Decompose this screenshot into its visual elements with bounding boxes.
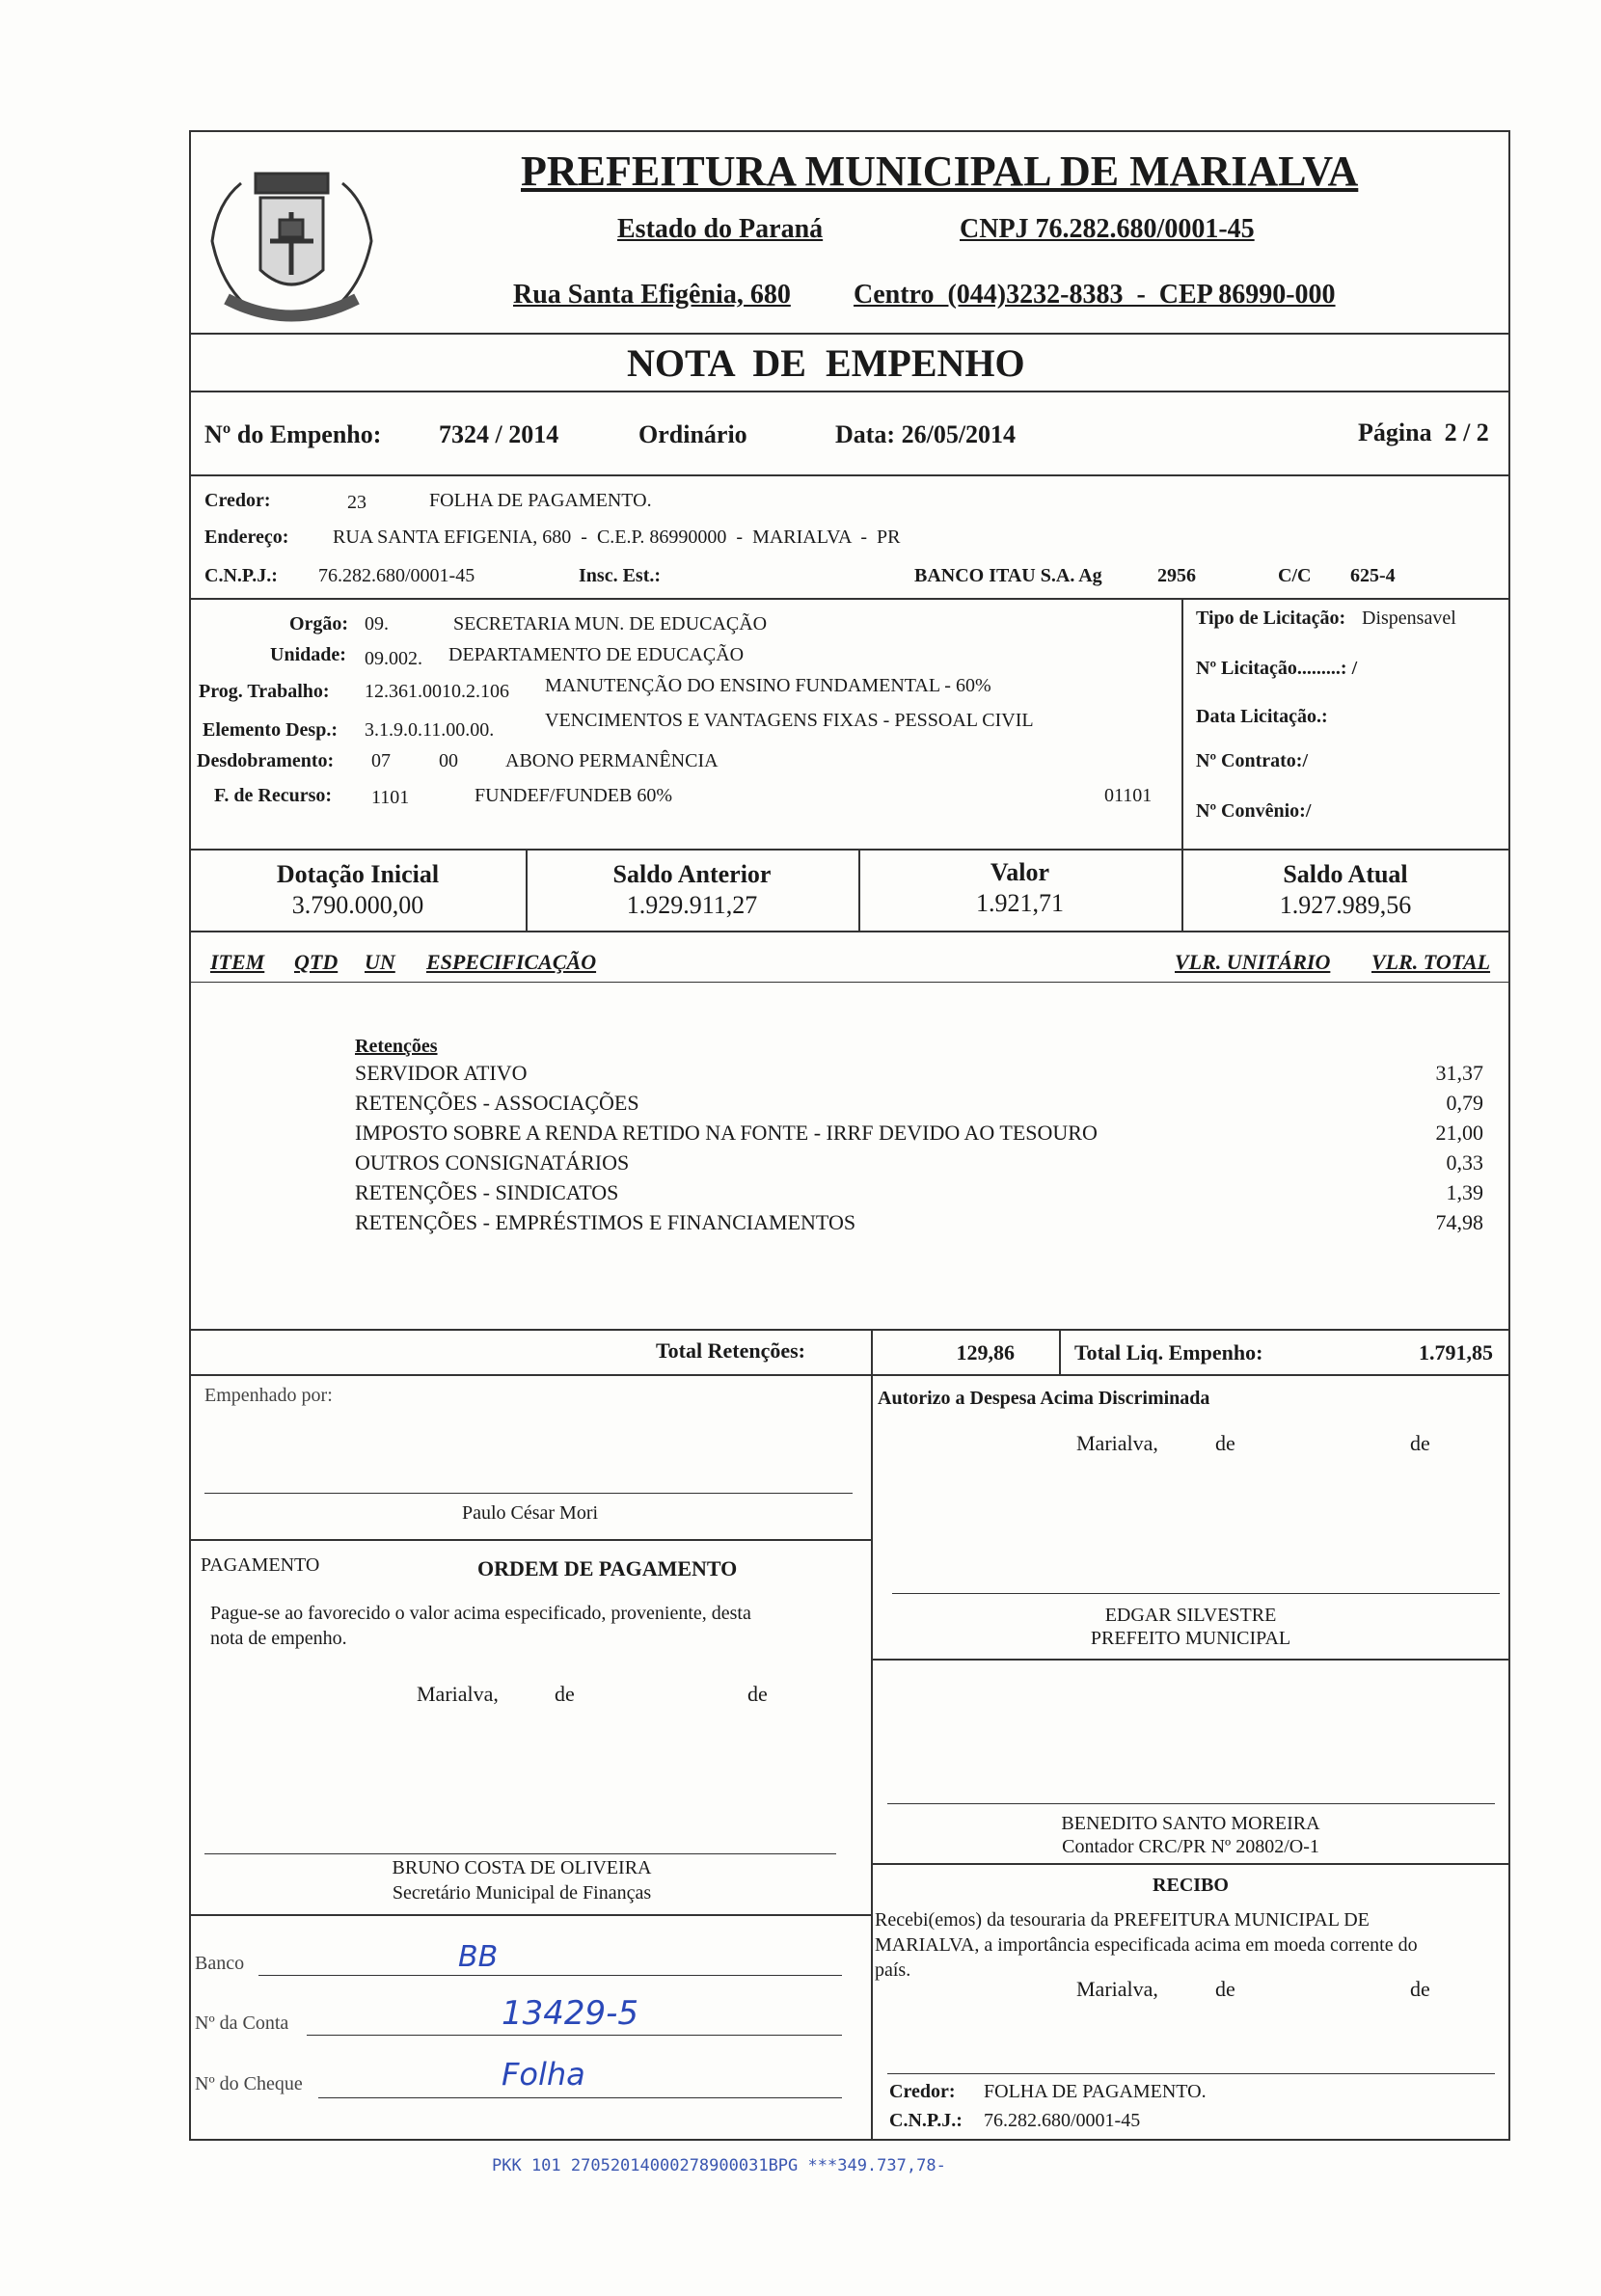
divider	[871, 1329, 873, 1374]
unidade-label: Unidade:	[270, 644, 346, 665]
pagamento-local: Marialva,	[417, 1682, 499, 1706]
total-retencoes-label: Total Retenções:	[656, 1338, 805, 1363]
elemento-label: Elemento Desp.:	[203, 719, 338, 741]
pagamento-texto1: Pague-se ao favorecido o valor acima especificado, proveniente, desta	[210, 1603, 751, 1624]
header-endereco: Rua Santa Efigênia, 680	[513, 280, 791, 310]
header-cnpj: CNPJ 76.282.680/0001-45	[960, 214, 1255, 244]
credor-label: Credor:	[204, 490, 271, 511]
input-line	[318, 2097, 842, 2098]
recibo-texto2: MARIALVA, a importância especificada acima em moeda corrente do	[875, 1934, 1418, 1956]
prog-label: Prog. Trabalho:	[199, 681, 330, 702]
divider	[189, 982, 1510, 983]
desdobramento-label: Desdobramento:	[197, 750, 335, 771]
recibo-local: Marialva,	[1076, 1977, 1158, 2001]
valor-label: Valor	[990, 858, 1050, 886]
signature-line	[887, 2073, 1495, 2074]
divider	[189, 1329, 1510, 1331]
list-item-value: 0,79	[1446, 1091, 1483, 1115]
list-item-value: 0,33	[1446, 1150, 1483, 1175]
divider	[1181, 598, 1183, 851]
divider	[871, 1374, 873, 2141]
signature-line	[887, 1803, 1495, 1804]
recibo-cnpj: 76.282.680/0001-45	[984, 2110, 1141, 2131]
elemento-cod: 3.1.9.0.11.00.00.	[365, 719, 495, 741]
pagamento-titulo: ORDEM DE PAGAMENTO	[477, 1556, 738, 1580]
recibo-de2: de	[1410, 1977, 1430, 2001]
desdobramento-cod1: 07	[371, 750, 391, 771]
autorizo-local: Marialva,	[1076, 1431, 1158, 1455]
list-item: RETENÇÕES - ASSOCIAÇÕES	[355, 1091, 639, 1115]
credor-endereco-label: Endereço:	[204, 527, 289, 548]
divider	[189, 1914, 871, 1916]
pagamento-texto2: nota de empenho.	[210, 1628, 347, 1649]
contador-cargo: Contador CRC/PR Nº 20802/O-1	[1062, 1836, 1319, 1857]
orgao-cod: 09.	[365, 613, 389, 635]
recibo-cnpj-label: C.N.P.J.:	[889, 2110, 963, 2131]
empenho-numero-label: Nº do Empenho:	[204, 420, 382, 448]
col-vlr-unitario: VLR. UNITÁRIO	[1175, 950, 1331, 974]
col-qtd: QTD	[294, 950, 339, 974]
total-liquido: 1.791,85	[1419, 1340, 1493, 1364]
licitacao-tipo: Dispensavel	[1362, 608, 1456, 629]
autorizo-de1: de	[1215, 1431, 1235, 1455]
prefeito-nome: EDGAR SILVESTRE	[1104, 1605, 1277, 1626]
divider	[189, 849, 1510, 851]
autorizo-de2: de	[1410, 1431, 1430, 1455]
saldo-anterior-label: Saldo Anterior	[612, 860, 772, 888]
credor-nome: FOLHA DE PAGAMENTO.	[429, 490, 652, 511]
recibo-credor-label: Credor:	[889, 2081, 956, 2102]
banco-label: Banco	[195, 1953, 245, 1974]
conta-valor: 13429-5	[502, 1994, 639, 2033]
credor-agencia: 2956	[1157, 565, 1196, 586]
credor-banco: BANCO ITAU S.A. Ag	[914, 565, 1102, 586]
credor-cc-label: C/C	[1278, 565, 1312, 586]
empenho-tipo: Ordinário	[638, 420, 747, 448]
pagamento-de1: de	[555, 1682, 575, 1706]
list-item: SERVIDOR ATIVO	[355, 1061, 528, 1085]
pagamento-de2: de	[747, 1682, 768, 1706]
header-estado: Estado do Paraná	[617, 214, 824, 244]
unidade: DEPARTAMENTO DE EDUCAÇÃO	[448, 644, 745, 665]
divider	[189, 474, 1510, 476]
credor-cc: 625-4	[1350, 565, 1396, 586]
col-item: ITEM	[210, 950, 265, 974]
credor-cnpj: 76.282.680/0001-45	[318, 565, 475, 586]
recibo-de1: de	[1215, 1977, 1235, 2001]
autorizo-titulo: Autorizo a Despesa Acima Discriminada	[878, 1388, 1210, 1409]
recibo-titulo: RECIBO	[1153, 1875, 1229, 1896]
signature-line	[204, 1493, 853, 1494]
prog-cod: 12.361.0010.2.106	[365, 681, 509, 702]
list-item-value: 74,98	[1435, 1210, 1483, 1234]
input-line	[258, 1975, 842, 1976]
total-liquido-label: Total Liq. Empenho:	[1074, 1340, 1263, 1364]
recurso-num: 01101	[1104, 785, 1153, 806]
header-contato: Centro (044)3232-8383 - CEP 86990-000	[854, 280, 1336, 310]
total-retencoes: 129,86	[956, 1340, 1015, 1364]
divider	[189, 1374, 1510, 1376]
input-line	[307, 2035, 842, 2036]
elemento: VENCIMENTOS E VANTAGENS FIXAS - PESSOAL CIVIL	[545, 710, 1034, 731]
credor-cnpj-label: C.N.P.J.:	[204, 565, 278, 586]
prefeito-cargo: PREFEITO MUNICIPAL	[1090, 1628, 1291, 1649]
prog: MANUTENÇÃO DO ENSINO FUNDAMENTAL - 60%	[545, 675, 991, 696]
recurso-label: F. de Recurso:	[214, 785, 333, 806]
pagamento-label: PAGAMENTO	[201, 1554, 320, 1576]
col-un: UN	[365, 950, 395, 974]
saldo-anterior-valor: 1.929.911,27	[626, 891, 758, 919]
dotacao-inicial-label: Dotação Inicial	[276, 860, 440, 888]
dotacao-inicial-valor: 3.790.000,00	[291, 891, 424, 919]
saldo-atual-valor: 1.927.989,56	[1279, 891, 1412, 919]
licitacao-data-label: Data Licitação.:	[1196, 706, 1328, 727]
licitacao-numero-label: Nº Licitação.........: /	[1196, 658, 1358, 679]
list-item-value: 1,39	[1446, 1180, 1483, 1204]
empenho-pagina: Página 2 / 2	[1358, 419, 1489, 446]
recibo-texto1: Recebi(emos) da tesouraria da PREFEITURA MUNICIPAL DE	[875, 1909, 1370, 1931]
list-item: RETENÇÕES - SINDICATOS	[355, 1180, 619, 1204]
divider	[189, 1539, 871, 1541]
retencoes-titulo: Retenções	[355, 1036, 438, 1057]
licitacao-contrato-label: Nº Contrato:/	[1196, 750, 1309, 771]
licitacao-convenio-label: Nº Convênio:/	[1196, 800, 1312, 822]
signature-line	[204, 1853, 836, 1854]
empenhado-label: Empenhado por:	[204, 1385, 333, 1406]
empenho-numero: 7324 / 2014	[439, 420, 559, 448]
secretario-cargo: Secretário Municipal de Finanças	[392, 1882, 652, 1904]
recibo-texto3: país.	[875, 1959, 911, 1981]
valor-valor: 1.921,71	[976, 889, 1064, 917]
cheque-label: Nº do Cheque	[195, 2073, 303, 2094]
licitacao-tipo-label: Tipo de Licitação:	[1196, 608, 1346, 629]
list-item: RETENÇÕES - EMPRÉSTIMOS E FINANCIAMENTOS	[355, 1210, 856, 1234]
recurso-cod: 1101	[371, 787, 410, 808]
recurso: FUNDEF/FUNDEB 60%	[475, 785, 673, 806]
list-item: IMPOSTO SOBRE A RENDA RETIDO NA FONTE - IRRF DEVIDO AO TESOURO	[355, 1121, 1098, 1145]
desdobramento: ABONO PERMANÊNCIA	[505, 750, 719, 771]
list-item-value: 21,00	[1435, 1121, 1483, 1145]
secretario-nome: BRUNO COSTA DE OLIVEIRA	[392, 1857, 652, 1878]
conta-label: Nº da Conta	[195, 2012, 289, 2034]
divider	[1059, 1329, 1061, 1374]
contador-nome: BENEDITO SANTO MOREIRA	[1061, 1813, 1320, 1834]
credor-codigo: 23	[347, 492, 366, 513]
credor-insc-label: Insc. Est.:	[579, 565, 662, 586]
orgao: SECRETARIA MUN. DE EDUCAÇÃO	[453, 613, 768, 635]
cheque-valor: Folha	[502, 2056, 585, 2093]
divider	[871, 1863, 1510, 1865]
divider	[189, 931, 1510, 932]
col-vlr-total: VLR. TOTAL	[1371, 950, 1491, 974]
divider	[189, 333, 1510, 335]
recibo-credor: FOLHA DE PAGAMENTO.	[984, 2081, 1207, 2102]
list-item-value: 31,37	[1435, 1061, 1483, 1085]
list-item: OUTROS CONSIGNATÁRIOS	[355, 1150, 630, 1175]
empenho-data: Data: 26/05/2014	[835, 420, 1017, 448]
empenhado-nome: Paulo César Mori	[461, 1502, 599, 1524]
divider	[189, 391, 1510, 392]
orgao-label: Orgão:	[289, 613, 349, 635]
banco-valor: BB	[458, 1940, 499, 1974]
marialva-coat-of-arms-icon	[198, 145, 386, 338]
divider	[189, 598, 1510, 600]
desdobramento-cod2: 00	[439, 750, 458, 771]
signature-line	[892, 1593, 1500, 1594]
header-title: PREFEITURA MUNICIPAL DE MARIALVA	[521, 148, 1359, 195]
unidade-cod: 09.002.	[365, 648, 422, 669]
doc-title: NOTA DE EMPENHO	[627, 341, 1025, 385]
footer-code: PKK 101 27052014000278900031BPG ***349.737,78-	[492, 2156, 946, 2175]
saldo-atual-label: Saldo Atual	[1283, 860, 1408, 888]
credor-endereco: RUA SANTA EFIGENIA, 680 - C.E.P. 86990000 - MARIALVA - PR	[333, 527, 901, 548]
col-especificacao: ESPECIFICAÇÃO	[426, 950, 597, 974]
divider	[871, 1659, 1510, 1661]
